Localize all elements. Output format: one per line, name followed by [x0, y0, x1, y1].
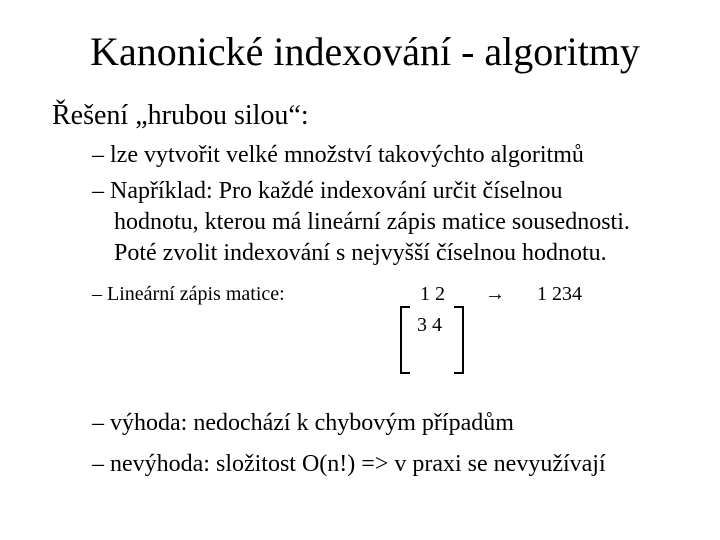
advantage-bullet: – výhoda: nedochází k chybovým případům [92, 410, 514, 436]
linear-result: 1 234 [537, 283, 582, 305]
disadvantage-bullet: – nevýhoda: složitost O(n!) => v praxi se nevyužívají [92, 451, 606, 477]
matrix-row-1: 1 2 [420, 283, 445, 305]
matrix-row-2: 3 4 [417, 314, 442, 336]
arrow-icon: → [485, 283, 505, 305]
bullet-2-continuation-2: Poté zvolit indexování s nejvyšší číselnou hodnotu. [114, 240, 607, 266]
bullet-2-continuation-1: hodnotu, kterou má lineární zápis matice sousednosti. [114, 209, 630, 235]
bullet-2: – Například: Pro každé indexování určit číselnou [92, 178, 563, 204]
section-heading: Řešení „hrubou silou“: [52, 100, 309, 131]
linear-label: – Lineární zápis matice: [92, 283, 285, 305]
matrix-bracket-left [400, 306, 410, 374]
bullet-1: – lze vytvořit velké množství takovýchto algoritmů [92, 142, 584, 168]
slide-title: Kanonické indexování - algoritmy [90, 29, 640, 74]
matrix-bracket-right [454, 306, 464, 374]
